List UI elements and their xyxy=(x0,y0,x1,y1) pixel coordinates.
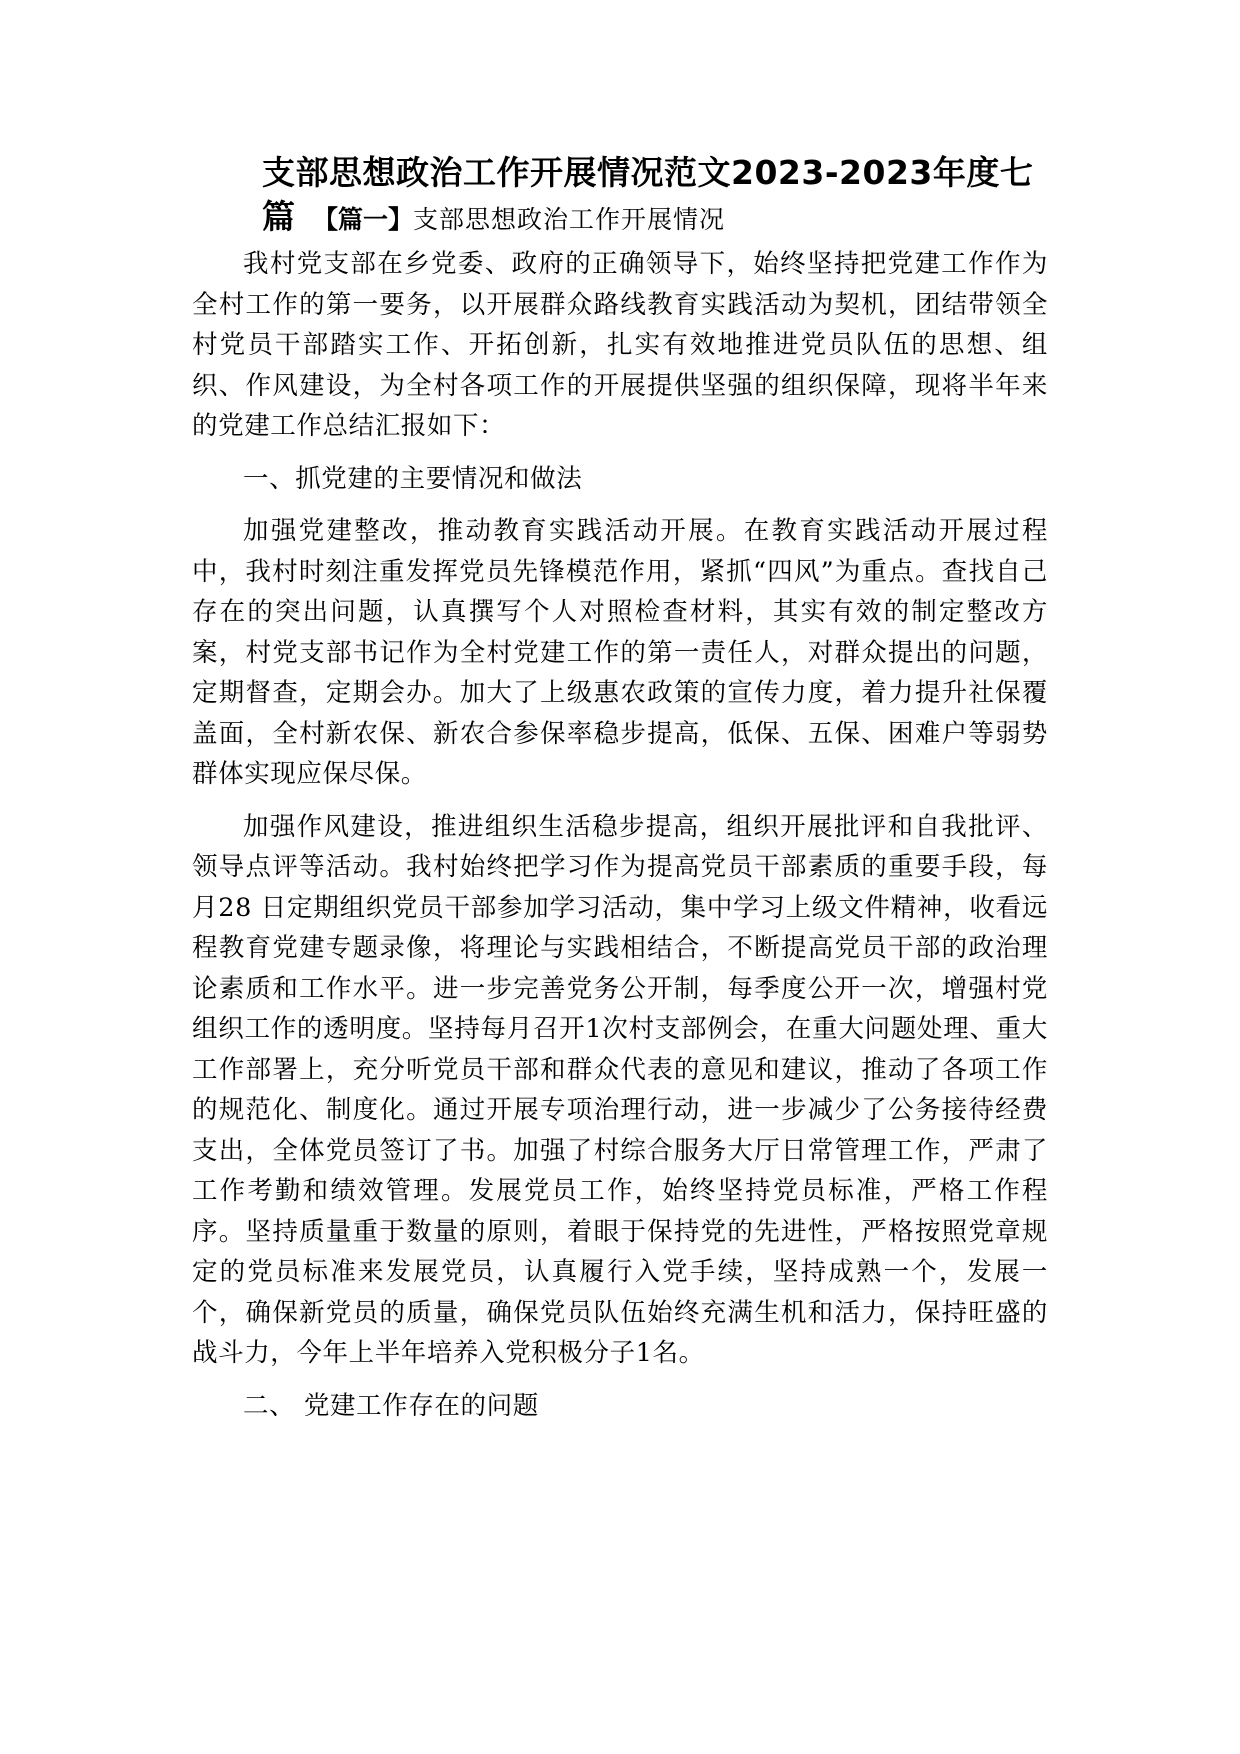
paragraph-work-style: 加强作风建设，推进组织生活稳步提高，组织开展批评和自我批评、领导点评等活动。我村始终把学习作为提高党员干部素质的重要手段，每月28 日定期组织党员干部参加学习活动，集中学习上级文件精神，收看远程教育党建专题录像，将理论与实践相结合，不断提高党员干部的政治理论素质和工作水平。进一步完善党务公开制，每季度公开一次，增强村党组织工作的透明度。坚持每月召开1次村支部例会，在重大问题处理、重大工作部署上，充分听党员干部和群众代表的意见和建议，推动了各项工作的规范化、制度化。通过开展专项治理行动，进一步减少了公务接待经费支出，全体党员签订了书。加强了村综合服务大厅日常管理工作，严肃了工作考勤和绩效管理。发展党员工作，始终坚持党员标准，严格工作程序。坚持质量重于数量的原则，着眼于保持党的先进性，严格按照党章规定的党员标准来发展党员，认真履行入党手续，坚持成熟一个，发展一个，确保新党员的质量，确保党员队伍始终充满生机和活力，保持旺盛的战斗力，今年上半年培养入党积极分子1名。 xyxy=(192,811,1048,1368)
section-heading: 支部思想政治工作开展情况 xyxy=(413,205,726,234)
title-continuation xyxy=(262,196,725,238)
heading-section-2: 二、 党建工作存在的问题 xyxy=(243,1390,539,1421)
heading-section-1: 一、抓党建的主要情况和做法 xyxy=(243,463,583,494)
paragraph-intro: 我村党支部在乡党委、政府的正确领导下，始终坚持把党建工作作为全村工作的第一要务，以开展群众路线教育实践活动为契机，团结带领全村党员干部踏实工作、开拓创新，扎实有效地推进党员队伍的思想、组织、作风建设，为全村各项工作的开展提供坚强的组织保障，现将半年来的党建工作总结汇报如下： xyxy=(192,249,1048,441)
section-marker: 【篇一】 xyxy=(313,205,414,234)
document-title: 支部思想政治工作开展情况范文2023-2023年度七 xyxy=(262,153,1034,192)
paragraph-rectification: 加强党建整改，推动教育实践活动开展。在教育实践活动开展过程中，我村时刻注重发挥党员先锋模范作用，紧抓“四风”为重点。查找自己存在的突出问题，认真撰写个人对照检查材料，其实有效的制定整改方案，村党支部书记作为全村党建工作的第一责任人，对群众提出的问题，定期督查，定期会办。加大了上级惠农政策的宣传力度，着力提升社保覆盖面，全村新农保、新农合参保率稳步提高，低保、五保、困难户等弱势群体实现应保尽保。 xyxy=(192,516,1048,789)
title-end-word: 篇 xyxy=(262,197,295,236)
document-body xyxy=(192,244,1048,1426)
